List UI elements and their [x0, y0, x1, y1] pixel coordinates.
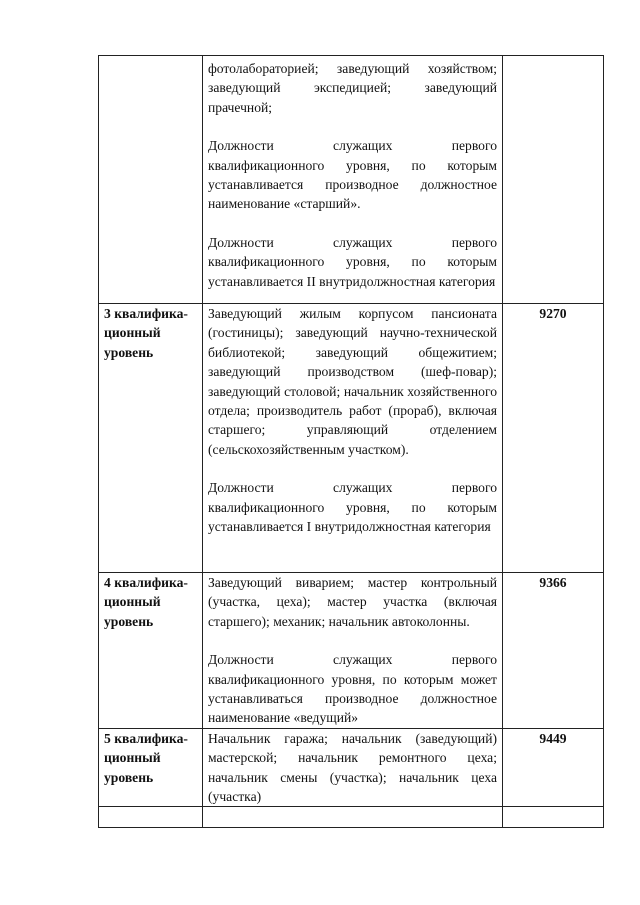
salary-cell [503, 807, 604, 828]
salary-cell [503, 56, 604, 304]
positions-cell [203, 728, 503, 807]
positions-cell [203, 807, 503, 828]
salary-cell: 9270 [503, 304, 604, 573]
table-row [99, 573, 604, 729]
positions-paragraph: Должности служащих первого квалификационного уровня, по которым устанавливается I внутридолжностная категория [208, 480, 497, 535]
qualification-level-cell: 3 квалифика-ционный уровень [99, 304, 203, 573]
qualification-level-cell: 4 квалифика-ционный уровень [99, 573, 203, 729]
positions-paragraph: Должности служащих первого квалификационного уровня, по которым может устанавливаться производное должностное наименование «ведущий» [208, 652, 497, 726]
qualification-level-cell: 5 квалифика-ционный уровень [99, 728, 203, 807]
salary-cell: 9449 [503, 728, 604, 807]
qualification-table [98, 55, 604, 828]
positions-paragraph: Должности служащих первого квалификационного уровня, по которым устанавливается II внутридолжностная категория [208, 234, 497, 289]
positions-cell [203, 573, 503, 729]
positions-cell [203, 56, 503, 304]
positions-paragraph: Должности служащих первого квалификационного уровня, по которым устанавливается производное должностное наименование «старший». [208, 138, 497, 212]
positions-cell [203, 304, 503, 573]
salary-cell: 9366 [503, 573, 604, 729]
positions-paragraph: фотолабораторией; заведующий хозяйством; заведующий экспедицией; заведующий прачечной; [208, 61, 497, 115]
table-row [99, 807, 604, 828]
qualification-level-cell [99, 56, 203, 304]
positions-paragraph: Заведующий виварием; мастер контрольный (участка, цеха); мастер участка (включая старшего); механик; начальник автоколонны. [208, 575, 497, 629]
table-row [99, 304, 604, 573]
qualification-level-cell [99, 807, 203, 828]
table-row [99, 728, 604, 807]
positions-paragraph: Начальник гаража; начальник (заведующий) мастерской; начальник ремонтного цеха; начальник смены (участка); начальник цеха (участка) [208, 730, 497, 805]
table-row [99, 56, 604, 304]
positions-paragraph: Заведующий жилым корпусом пансионата (гостиницы); заведующий научно-технической библиотекой; заведующий общежитием; заведующий производством (шеф-повар); заведующий столовой; начальник хозяйственного отдела; производитель работ (прораб), включая старшего; управляющий отделением (сельскохозяйственным участком). [208, 306, 497, 457]
